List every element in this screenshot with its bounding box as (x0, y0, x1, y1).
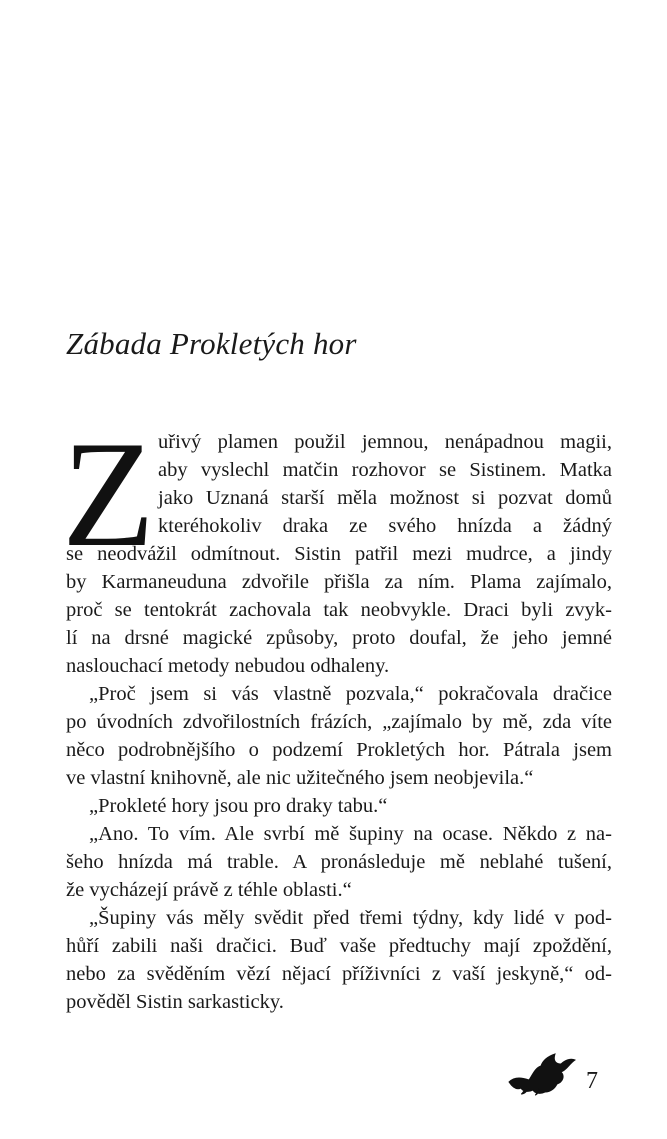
text-line: kteréhokoliv draka ze svého hnízda a žádný (158, 515, 612, 537)
text-line: nebo za svěděním vězí nějací příživníci z vaší jeskyně,“ od- (66, 963, 612, 985)
text-line: „Prokleté hory jsou pro draky tabu.“ (89, 795, 388, 817)
text-line: „Ano. To vím. Ale svrbí mě šupiny na ocase. Někdo z na- (89, 823, 612, 845)
text-line: jako Uznaná starší měla možnost si pozvat domů (158, 487, 612, 509)
text-line: hůří zabili naši dračici. Buď vaše předtuchy mají zpoždění, (66, 935, 612, 957)
text-line: šeho hnízda má trable. A pronásleduje mě neblahé tušení, (66, 851, 612, 873)
text-line: „Šupiny vás měly svědit před třemi týdny, kdy lidé v pod- (89, 907, 612, 929)
text-line: že vycházejí právě z téhle oblasti.“ (66, 879, 352, 901)
text-line: by Karmaneuduna zdvořile přišla za ním. Plama zajímalo, (66, 571, 612, 593)
text-line: uřivý plamen použil jemnou, nenápadnou magii, (158, 431, 612, 453)
text-line: pověděl Sistin sarkasticky. (66, 991, 284, 1013)
drop-cap: Z (62, 410, 155, 578)
dragon-icon (505, 1052, 577, 1096)
page-number: 7 (586, 1068, 598, 1094)
text-line: aby vyslechl matčin rozhovor se Sistinem. Matka (158, 459, 612, 481)
text-line: se neodvážil odmítnout. Sistin patřil mezi mudrce, a jindy (66, 543, 612, 565)
text-line: ve vlastní knihovně, ale nic užitečného jsem neobjevila.“ (66, 767, 534, 789)
chapter-title: Zábada Prokletých hor (66, 326, 357, 361)
text-line: „Proč jsem si vás vlastně pozvala,“ pokračovala dračice (89, 683, 612, 705)
text-line: proč se tentokrát zachovala tak neobvykle. Draci byli zvyk- (66, 599, 612, 621)
text-line: lí na drsné magické způsoby, proto doufal, že jeho jemné (66, 627, 612, 649)
text-line: po úvodních zdvořilostních frázích, „zajímalo by mě, zda víte (66, 711, 612, 733)
text-line: něco podrobnějšího o podzemí Prokletých hor. Pátrala jsem (66, 739, 612, 761)
text-line: naslouchací metody nebudou odhaleny. (66, 655, 390, 677)
